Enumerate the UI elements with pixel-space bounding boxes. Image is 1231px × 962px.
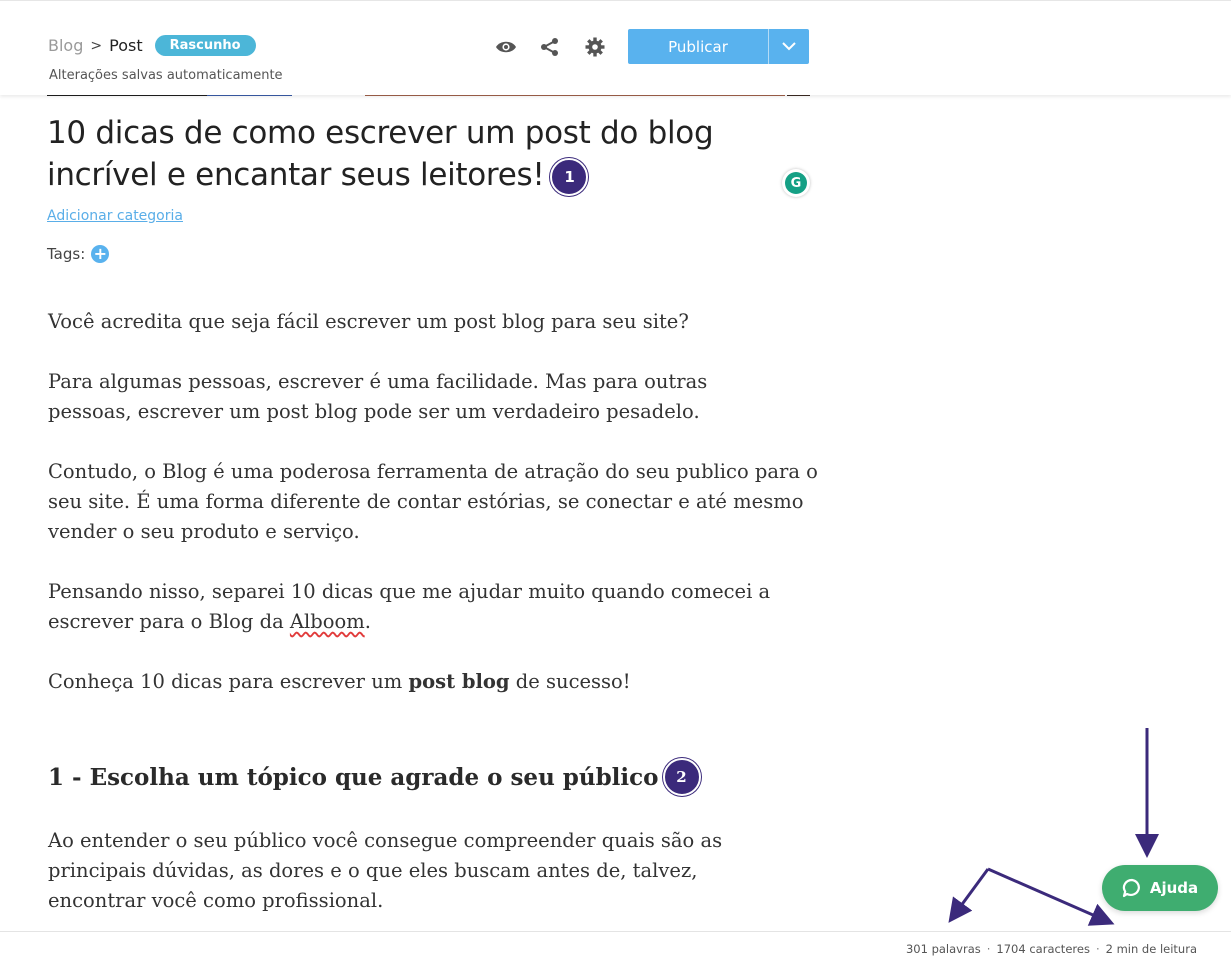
gear-icon[interactable] xyxy=(584,36,606,58)
share-icon[interactable] xyxy=(539,36,561,58)
paragraph-6[interactable]: Ao entender o seu público você consegue compreender quais são as principais dúvidas, as dores e o que eles buscam antes de, talvez, encontrar você como profissional. xyxy=(48,829,723,912)
paragraph-1[interactable]: Você acredita que seja fácil escrever um post blog para seu site? xyxy=(48,310,689,333)
paragraph-2[interactable]: Para algumas pessoas, escrever é uma facilidade. Mas para outras pessoas, escrever um post blog pode ser um verdadeiro pesadelo. xyxy=(48,370,708,423)
publish-options-dropdown[interactable] xyxy=(768,29,809,64)
chevron-down-icon xyxy=(782,42,796,51)
word-count: 301 palavras xyxy=(905,942,981,956)
paragraph-5-bold: post blog xyxy=(408,670,510,693)
paragraph-4-text: Pensando nisso, separei 10 dicas que me ajudar muito quando comecei a escrever para o Blog da xyxy=(48,580,771,633)
status-badge: Rascunho xyxy=(155,35,256,56)
breadcrumb xyxy=(48,35,256,56)
arrow-to-word-count xyxy=(952,869,988,918)
separator-dot: · xyxy=(1095,942,1100,956)
paragraph-4-end: . xyxy=(364,610,371,633)
section-heading-text: 1 - Escolha um tópico que agrade o seu público xyxy=(48,763,659,791)
status-bar xyxy=(0,931,1231,962)
add-tag-plus-icon[interactable]: + xyxy=(91,245,109,263)
post-title-text: 10 dicas de como escrever um post do blog incrível e encantar seus leitores! xyxy=(47,115,714,193)
autosave-status: Alterações salvas automaticamente xyxy=(49,68,283,83)
add-category-link[interactable]: Adicionar categoria xyxy=(47,208,183,224)
editor-header xyxy=(0,0,1231,95)
help-button[interactable] xyxy=(1102,865,1218,911)
paragraph-5-text: Conheça 10 dicas para escrever um xyxy=(48,670,409,693)
paragraph-5-end: de sucesso! xyxy=(509,670,631,693)
separator-dot: · xyxy=(986,942,991,956)
misspelled-word[interactable]: Alboom xyxy=(289,610,365,633)
character-count: 1704 caracteres xyxy=(996,942,1090,956)
help-button-label: Ajuda xyxy=(1149,879,1199,897)
arrow-to-reading-time xyxy=(988,869,1109,922)
annotation-marker-1: 1 xyxy=(550,158,588,196)
reading-time: 2 min de leitura xyxy=(1105,942,1197,956)
section-heading[interactable] xyxy=(48,758,701,796)
eye-icon[interactable] xyxy=(495,36,517,58)
post-title[interactable] xyxy=(47,112,767,196)
tags-row xyxy=(47,245,109,263)
paragraph-3[interactable]: Contudo, o Blog é uma poderosa ferramenta de atração do seu publico para o seu site. É uma forma diferente de contar estórias, se conectar e até mesmo vender o seu produto e serviço. xyxy=(48,460,818,543)
annotation-marker-2: 2 xyxy=(663,758,701,796)
paragraph-5[interactable] xyxy=(48,667,818,697)
breadcrumb-post: Post xyxy=(109,36,143,55)
paragraph-4[interactable] xyxy=(48,577,818,637)
breadcrumb-blog-link[interactable]: Blog xyxy=(48,36,84,55)
document-stats xyxy=(906,942,1197,956)
publish-button-group xyxy=(628,29,809,64)
breadcrumb-separator: > xyxy=(90,37,103,54)
tags-label: Tags: xyxy=(47,245,86,263)
chat-bubble-icon xyxy=(1122,878,1142,898)
publish-button[interactable]: Publicar xyxy=(668,37,728,56)
grammarly-icon[interactable]: G xyxy=(782,169,810,197)
